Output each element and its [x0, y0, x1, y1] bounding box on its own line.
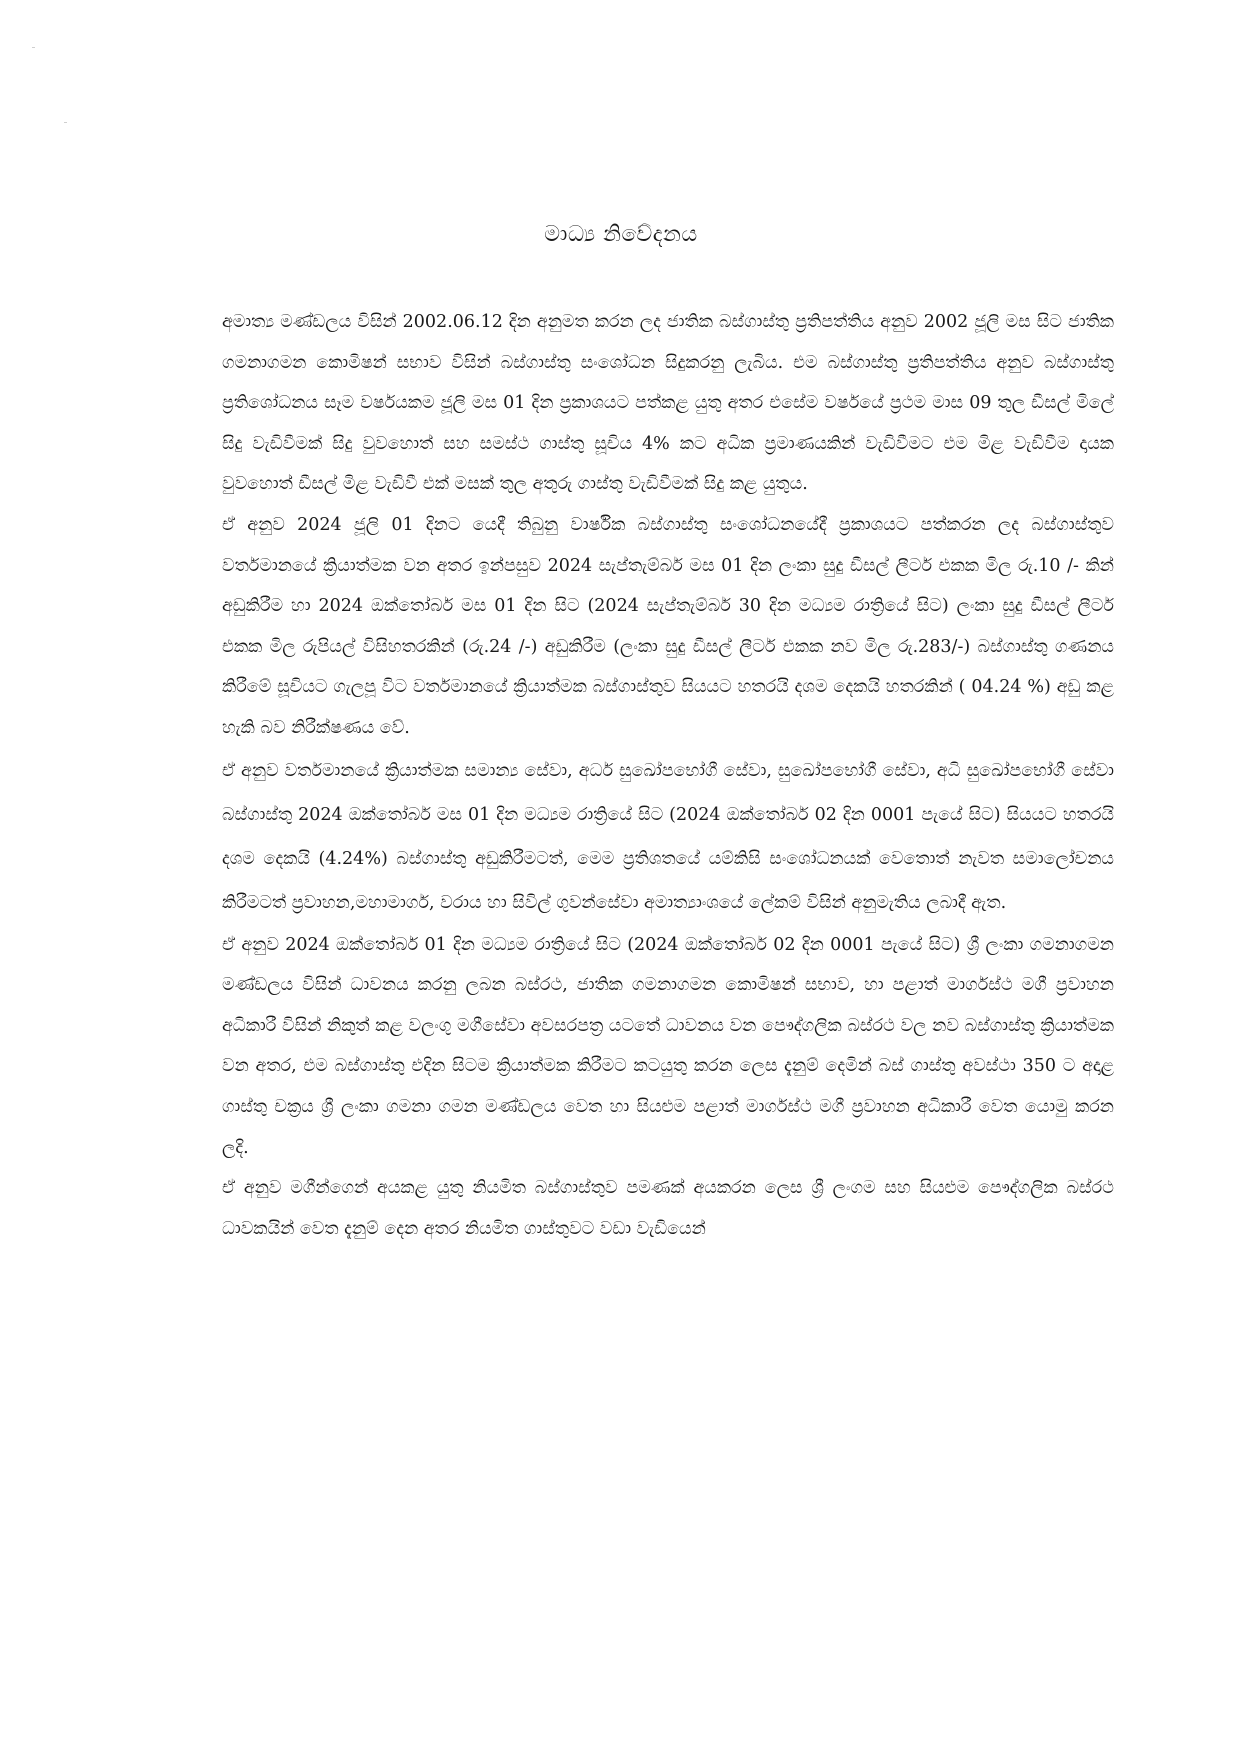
paragraph-fare-reduction: ඒ අනුව වර්තමානයේ ක්‍රියාත්මක සමාන්‍ය සේවා, අර්ධ සුඛෝපභෝගී සේවා, සුඛෝපභෝගී සේවා, අධි සුඛෝපභෝගී සේවා බස්ගාස්තු 2024 ඔක්තෝබර් මස 01 දින මධ්‍යම රාත්‍රියේ සිට (2024 ඔක්තෝබර් 02 දින 0001 පැයේ සිට) සියයට හතරයි දශම දෙකයි (4.24%) බස්ගාස්තු අඩුකිරීමටත්, මෙම ප්‍රතිශතයේ යම්කිසි සංශෝධනයක් වෙතොත් නැවත සමාලෝචනය කිරීමටත් ප්‍රවාහන,මහාමාර්ග, වරාය හා සිවිල් ගුවන්සේවා අමාත්‍යාංශයේ ලේකම් විසින් අනුමැතිය ලබාදී ඇත. — [222, 760, 1114, 913]
document-body — [222, 302, 1114, 1249]
paragraph-operators-notice: ඒ අනුව මගීන්ගෙන් අයකළ යුතු නියමිත බස්ගාස්තුව පමණක් අයකරන ලෙස ශ්‍රී ලංගම සහ සියළුම පෞද්ගලික බස්රථ ධාවකයින් වෙත දැනුම් දෙන අතර නියමිත ගාස්තුවට වඩා වැඩියෙන් — [222, 1178, 1114, 1239]
scan-speck — [64, 122, 67, 123]
paragraph-implementation: ඒ අනුව 2024 ඔක්තෝබර් 01 දින මධ්‍යම රාත්‍රියේ සිට (2024 ඔක්තෝබර් 02 දින 0001 පැයේ සිට) ශ්‍රී ලංකා ගමනාගමන මණ්ඩලය විසින් ධාවනය කරනු ලබන බස්රථ, ජාතික ගමනාගමන කොමිෂන් සභාව, හා පළාත් මාර්ගස්ථ මගී ප්‍රවාහන අධිකාරී විසින් නිකුත් කළ වලංගු මගීසේවා අවසරපත්‍ර යටතේ ධාවනය වන පෞද්ගලික බස්රථ වල නව බස්ගාස්තු ක්‍රියාත්මක වන අතර, එම බස්ගාස්තු එදින සිටම ක්‍රියාත්මක කිරීමට කටයුතු කරන ලෙස දැනුම් දෙමින් බස් ගාස්තු අවස්ථා 350 ට අදාළ ගාස්තු චක්‍රය ශ්‍රී ලංකා ගමනා ගමන මණ්ඩලය වෙත හා සියළුම පළාත් මාර්ගස්ථ මගී ප්‍රවාහන අධිකාරී වෙත යොමු කරන ලදි. — [222, 934, 1114, 1158]
document-title: මාධ්‍ය නිවේදනය — [544, 222, 698, 247]
scan-speck — [32, 47, 35, 48]
paragraph-background: අමාත්‍ය මණ්ඩලය විසින් 2002.06.12 දින අනුමත කරන ලද ජාතික බස්ගාස්තු ප්‍රතිපත්තිය අනුව 2002 ජූලි මස සිට ජාතික ගමනාගමන කොමිෂන් සභාව විසින් බස්ගාස්තු සංශෝධන සිදුකරනු ලැබිය. එම බස්ගාස්තු ප්‍රතිපත්තිය අනුව බස්ගාස්තු ප්‍රතිශෝධනය සෑම වර්ෂයකම ජූලි මස 01 දින ප්‍රකාශයට පත්කළ යුතු අතර එසේම වර්ෂයේ ප්‍රථම මාස 09 තුල ඩීසල් මිලේ සිදු වැඩිවීමක් සිදු වුවහොත් සහ සමස්ථ ගාස්තු සූචිය 4% කට අධික ප්‍රමාණයකින් වැඩිවීමට එම මිළ වැඩිවීම දායක වුවහොත් ඩීසල් මිළ වැඩිවී එක් මසක් තුල අතුරු ගාස්තු වැඩිවීමක් සිදු කළ යුතුය. — [222, 312, 1114, 495]
paragraph-diesel-price: ඒ අනුව 2024 ජූලි 01 දිනට යෙදී තිබුනු වාර්ෂික බස්ගාස්තු සංශෝධනයේදී ප්‍රකාශයට පත්කරන ලද බස්ගාස්තුව වර්තමානයේ ක්‍රියාත්මක වන අතර ඉන්පසුව 2024 සැප්තැම්බර් මස 01 දින ලංකා සුදු ඩීසල් ලීටර් එකක මිල රු.10 /- කින් අඩුකිරීම හා 2024 ඔක්තෝබර් මස 01 දින සිට (2024 සැප්තැම්බර් 30 දින මධ්‍යම රාත්‍රියේ සිට) ලංකා සුදු ඩීසල් ලීටර් එකක මිල රුපියල් විසිහතරකින් (රු.24 /-) අඩුකිරීම (ලංකා සුදු ඩීසල් ලීටර් එකක නව මිල රු.283/-) බස්ගාස්තු ගණනය කිරීමේ සූචියට ගැලපූ විට වර්තමානයේ ක්‍රියාත්මක බස්ගාස්තුව සියයට හතරයි දශම දෙකයි හතරකින් ( 04.24 %) අඩු කළ හැකි බව නිරීක්ෂණය වේ. — [222, 514, 1114, 738]
